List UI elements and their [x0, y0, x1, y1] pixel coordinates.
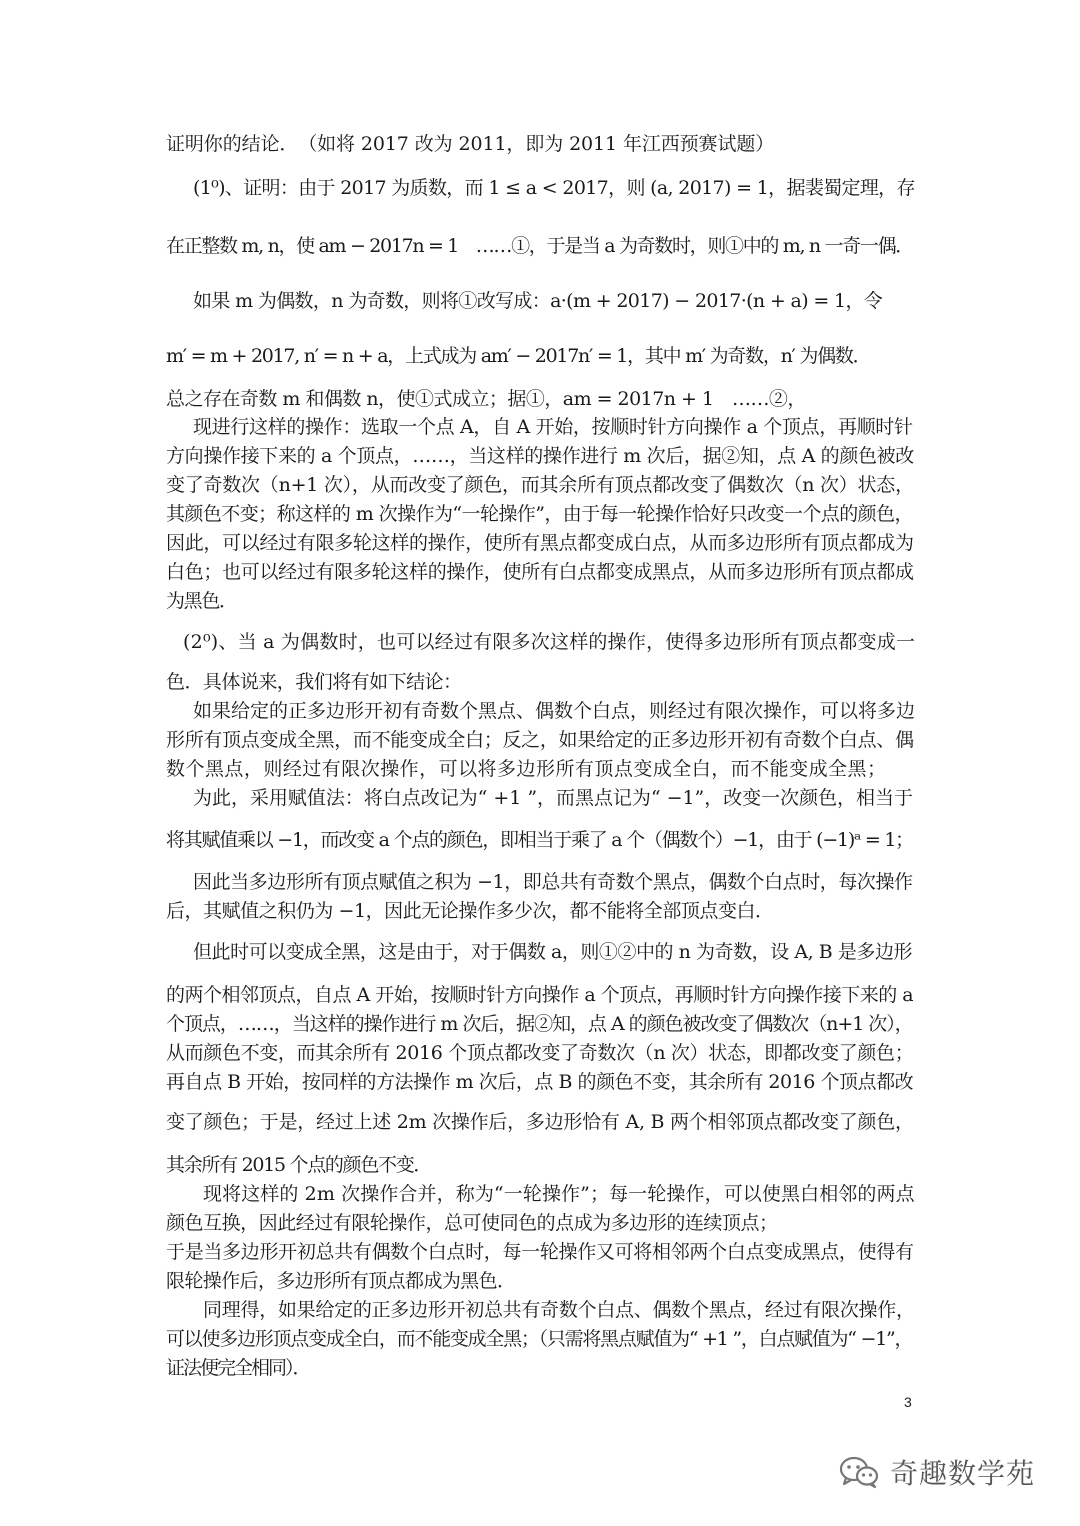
text-line: 从而颜色不变，而其余所有 2016 个顶点都改变了奇数次（n 次）状态，即都改变了颜色； — [166, 1042, 914, 1064]
text-line: 限轮操作后，多边形所有顶点都成为黑色． — [166, 1270, 516, 1292]
text-line: 个顶点，……，当这样的操作进行 m 次后，据②知，点 A 的颜色被改变了偶数次（n+1 次）， — [166, 1013, 913, 1035]
wechat-icon — [838, 1454, 880, 1490]
text-line: 因此当多边形所有顶点赋值之积为 −1，即总共有奇数个黑点，偶数个白点时，每次操作 — [193, 871, 913, 893]
text-line: 后，其赋值之积仍为 −1，因此无论操作多少次，都不能将全部顶点变白． — [166, 900, 774, 922]
text-line: 现将这样的 2m 次操作合并，称为“一轮操作”；每一轮操作，可以使黑白相邻的两点 — [203, 1183, 915, 1205]
text-line: 的两个相邻顶点，自点 A 开始，按顺时针方向操作 a 个顶点，再顺时针方向操作接下来的 a — [166, 984, 914, 1006]
text-line: 再自点 B 开始，按同样的方法操作 m 次后，点 B 的颜色不变，其余所有 2016 个顶点都改 — [166, 1071, 914, 1093]
text-line: 如果 m 为偶数，n 为奇数，则将①改写成：a·(m + 2017) − 2017·(n + a) = 1，令 — [193, 290, 883, 312]
text-line: (2⁰)、当 a 为偶数时，也可以经过有限多次这样的操作，使得多边形所有顶点都变成一 — [183, 631, 916, 653]
watermark-text: 奇趣数学苑 — [890, 1457, 1036, 1490]
text-line: 于是当多边形开初总共有偶数个白点时，每一轮操作又可将相邻两个白点变成黑点，使得有 — [166, 1241, 914, 1263]
text-line: 在正整数 m, n，使 am − 2017n = 1 ……①，于是当 a 为奇数时，则①中的 m, n 一奇一偶． — [166, 235, 913, 257]
text-line: 形所有顶点变成全黑，而不能变成全白；反之，如果给定的正多边形开初有奇数个白点、偶 — [166, 729, 914, 751]
text-line: 方向操作接下来的 a 个顶点，……，当这样的操作进行 m 次后，据②知，点 A 的颜色被改 — [166, 445, 914, 467]
text-line: m′ = m + 2017, n′ = n + a，上式成为 am′ − 2017n′ = 1，其中 m′ 为奇数，n′ 为偶数． — [166, 345, 871, 367]
text-line: 证法便完全相同）． — [166, 1357, 310, 1379]
text-line: 白色；也可以经过有限多轮这样的操作，使所有白点都变成黑点，从而多边形所有顶点都成 — [166, 561, 914, 583]
text-line: 为黑色． — [166, 590, 237, 612]
text-line: 但此时可以变成全黑，这是由于，对于偶数 a，则①②中的 n 为奇数，设 A, B 是多边形 — [193, 941, 913, 963]
text-line: 因此，可以经过有限多轮这样的操作，使所有黑点都变成白点，从而多边形所有顶点都成为 — [166, 532, 914, 554]
text-line: 变了颜色；于是，经过上述 2m 次操作后，多边形恰有 A, B 两个相邻顶点都改变了颜色， — [166, 1111, 914, 1133]
watermark — [838, 1452, 1035, 1492]
text-line: 如果给定的正多边形开初有奇数个黑点、偶数个白点，则经过有限次操作，可以将多边 — [193, 700, 916, 722]
text-line: 现进行这样的操作：选取一个点 A，自 A 开始，按顺时针方向操作 a 个顶点，再顺时针 — [193, 416, 913, 438]
text-line: 可以使多边形顶点变成全白，而不能变成全黑；（只需将黑点赋值为“ +1 ”，白点赋值为“ −1”， — [166, 1328, 913, 1350]
text-line: 为此，采用赋值法：将白点改记为“ +1 ”，而黑点记为“ −1”，改变一次颜色，相当于 — [193, 787, 913, 809]
text-line: 总之存在奇数 m 和偶数 n，使①式成立；据①，am = 2017n + 1 ……②， — [166, 388, 806, 410]
text-line: 其余所有 2015 个点的颜色不变． — [166, 1154, 432, 1176]
text-line: 颜色互换，因此经过有限轮操作，总可使同色的点成为多边形的连续顶点； — [166, 1212, 778, 1234]
text-line: 数个黑点，则经过有限次操作，可以将多边形所有顶点变成全白，而不能变成全黑； — [166, 758, 887, 780]
page-number: 3 — [904, 1394, 912, 1410]
text-line: 将其赋值乘以 −1，而改变 a 个点的颜色，即相当于乘了 a 个（偶数个）−1，由于 (−1)ᵃ = 1； — [166, 829, 913, 851]
text-line: (1⁰)、证明：由于 2017 为质数，而 1 ≤ a < 2017，则 (a, 2017) = 1，据裴蜀定理，存 — [193, 177, 915, 199]
text-line: 变了奇数次（n+1 次），从而改变了颜色，而其余所有顶点都改变了偶数次（n 次）状态， — [166, 474, 914, 496]
text-line: 其颜色不变；称这样的 m 次操作为“一轮操作”，由于每一轮操作恰好只改变一个点的颜色， — [166, 503, 913, 525]
text-line: 色．具体说来，我们将有如下结论： — [166, 671, 462, 693]
text-line: 同理得，如果给定的正多边形开初总共有奇数个白点、偶数个黑点，经过有限次操作， — [203, 1299, 915, 1321]
text-line: 证明你的结论． （如将 2017 改为 2011，即为 2011 年江西预赛试题） — [166, 133, 775, 155]
